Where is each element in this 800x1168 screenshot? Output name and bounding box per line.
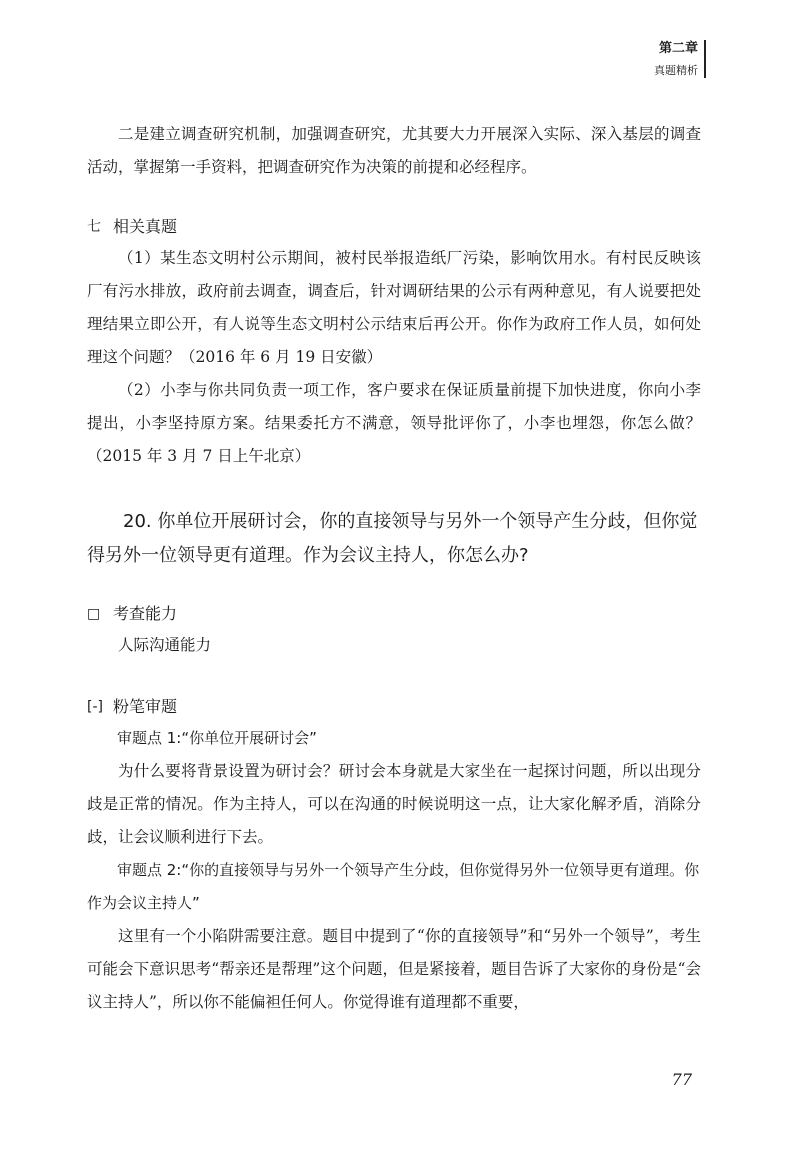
related-question-2: （2）小李与你共同负责一项工作，客户要求在保证质量前提下加快进度，你向小李提出，小李坚持原方案。结果委托方不满意，领导批评你了，小李也埋怨，你怎么做？（2015 年 3 月 7 日上午北京） [87, 381, 701, 465]
ability-content: 人际沟通能力 [118, 636, 212, 654]
page-number: 77 [671, 1070, 692, 1089]
related-question-1: （1）某生态文明村公示期间，被村民举报造纸厂污染，影响饮用水。有村民反映该厂有污水排放，政府前去调查，调查后，针对调研结果的公示有两种意见，有人说要把处理结果立即公开，有人说等生态文明村公示结束后再公开。你作为政府工作人员，如何处理这个问题？（2016 年 6 月 19 日安徽） [87, 249, 701, 366]
paragraph-top: 二是建立调查研究机制，加强调查研究，尤其要大力开展深入实际、深入基层的调查活动，掌握第一手资料，把调查研究作为决策的前提和必经程序。 [87, 125, 701, 176]
section-title: 相关真题 [113, 217, 178, 236]
section-marker-icon: [-] [87, 699, 103, 715]
analysis-paragraph-2: 这里有一个小陷阱需要注意。题目中提到了“你的直接领导”和“另外一个领导”，考生可能会下意识思考“帮亲还是帮理”这个问题，但是紧接着，题目告诉了大家你的身份是“会议主持人”，所以你不能偏袒任何人。你觉得谁有道理都不重要， [87, 927, 701, 1011]
running-header [654, 40, 698, 79]
section-title: 考查能力 [113, 604, 178, 623]
analysis-paragraph-1: 为什么要将背景设置为研讨会？研讨会本身就是大家坐在一起探讨问题，所以出现分歧是正常的情况。作为主持人，可以在沟通的时候说明这一点，让大家化解矛盾，消除分歧，让会议顺利进行下去。 [87, 762, 701, 846]
page-body [87, 118, 701, 1019]
checkbox-icon: □ [87, 606, 101, 622]
analysis-point-2: 审题点 2:“你的直接领导与另外一个领导产生分歧，但你觉得另外一位领导更有道理。你作为会议主持人” [87, 861, 700, 912]
main-question: 20. 你单位开展研讨会，你的直接领导与另外一个领导产生分歧，但你觉得另外一位领导更有道理。作为会议主持人，你怎么办? [87, 511, 698, 566]
chapter-label: 第二章 [658, 41, 698, 56]
section-marker: 七 [87, 219, 101, 235]
section-related-heading [87, 212, 701, 242]
section-analysis-heading [87, 692, 701, 722]
section-title: 粉笔审题 [113, 697, 178, 716]
analysis-point-1: 审题点 1:“你单位开展研讨会” [117, 729, 317, 747]
chapter-subtitle: 真题精析 [654, 64, 698, 77]
section-ability-heading [87, 599, 701, 629]
header-divider [704, 40, 706, 78]
